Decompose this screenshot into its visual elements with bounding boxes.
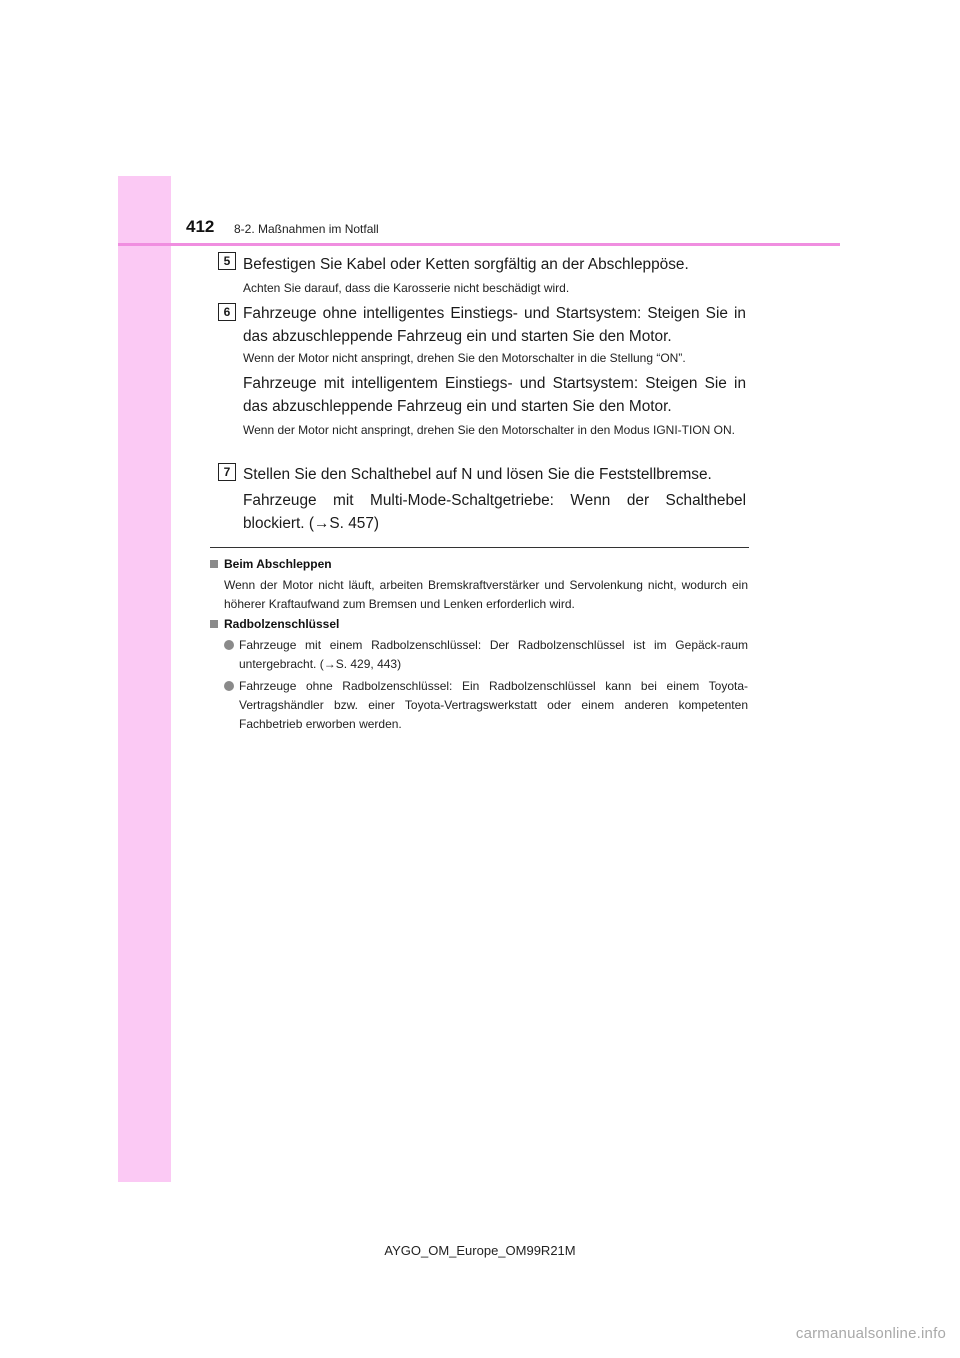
section-divider xyxy=(210,547,749,548)
round-bullet-icon xyxy=(224,640,234,650)
bullet-text: Fahrzeuge mit einem Radbolzenschlüssel: Der Radbolzenschlüssel ist im Gepäck-raum untergebracht. (→S. 429, 443) xyxy=(239,638,748,671)
chapter-sidebar-band xyxy=(118,176,171,1182)
step-number-7: 7 xyxy=(218,463,236,481)
section-title: 8-2. Maßnahmen im Notfall xyxy=(234,222,379,236)
page-number: 412 xyxy=(186,217,215,236)
bullet-text: Fahrzeuge ohne Radbolzenschlüssel: Ein Radbolzenschlüssel kann bei einem Toyota-Vertragshändler bzw. einer Toyota-Vertragswerkstatt oder einem anderen kompetenten Fachbetrieb erworben werden. xyxy=(239,679,748,731)
square-bullet-icon xyxy=(210,560,218,568)
info-text-towing: Wenn der Motor nicht läuft, arbeiten Bremskraftverstärker und Servolenkung nicht, wodurch ein höherer Kraftaufwand zum Bremsen und Lenken erforderlich wird. xyxy=(224,578,748,611)
list-item xyxy=(224,677,748,734)
info-heading-wheel-nut-wrench: Radbolzenschlüssel xyxy=(210,617,339,631)
step-6-text: Fahrzeuge ohne intelligentes Einstiegs- und Startsystem: Steigen Sie in das abzuschleppende Fahrzeug ein und starten Sie den Motor. xyxy=(243,305,746,345)
header-rule xyxy=(118,243,840,246)
round-bullet-icon xyxy=(224,681,234,691)
step-number-5: 5 xyxy=(218,252,236,270)
step-7-text: Stellen Sie den Schalthebel auf N und lösen Sie die Feststellbremse. xyxy=(243,466,712,483)
step-number-6: 6 xyxy=(218,303,236,321)
step-6-text-2: Fahrzeuge mit intelligentem Einstiegs- und Startsystem: Steigen Sie in das abzuschleppende Fahrzeug ein und starten Sie den Motor. xyxy=(243,375,746,415)
step-6-note: Wenn der Motor nicht anspringt, drehen Sie den Motorschalter in die Stellung “ON”. xyxy=(243,351,686,365)
step-7-text-2: Fahrzeuge mit Multi-Mode-Schaltgetriebe: Wenn der Schalthebel blockiert. (→S. 457) xyxy=(243,492,746,532)
step-5-note: Achten Sie darauf, dass die Karosserie nicht beschädigt wird. xyxy=(243,281,570,295)
watermark: carmanualsonline.info xyxy=(795,1325,946,1342)
step-6-note-2: Wenn der Motor nicht anspringt, drehen Sie den Motorschalter in den Modus IGNI-TION ON. xyxy=(243,423,735,437)
square-bullet-icon xyxy=(210,620,218,628)
list-item xyxy=(224,636,748,674)
step-5-text: Befestigen Sie Kabel oder Ketten sorgfältig an der Abschleppöse. xyxy=(243,256,689,273)
footer-code: AYGO_OM_Europe_OM99R21M xyxy=(384,1243,576,1258)
info-heading-towing: Beim Abschleppen xyxy=(210,557,332,571)
